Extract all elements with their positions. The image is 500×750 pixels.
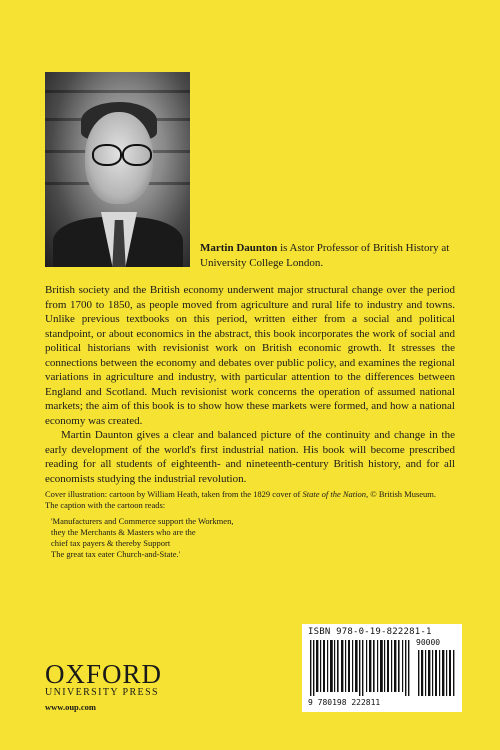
barcode-bars	[308, 640, 456, 696]
cover-illustration-credit	[45, 489, 465, 500]
publisher-url: www.oup.com	[45, 702, 97, 712]
blurb-paragraph-2: Martin Daunton gives a clear and balanced picture of the continuity and change in the early development of the world's first industrial nation. His book will become prescribed reading for all students of eighteenth- and nineteenth-century British history, and for all economists studying the industrial revolution.	[45, 429, 455, 485]
caption-intro: The caption with the cartoon reads:	[45, 500, 166, 510]
author-photo	[45, 72, 190, 267]
barcode-label	[302, 624, 462, 712]
glasses-right-lens	[122, 144, 152, 166]
cover-credit-suffix: , © British Museum.	[366, 489, 437, 499]
publisher-logo	[45, 660, 165, 698]
price-addon: 90000	[416, 638, 441, 647]
glasses-left-lens	[92, 144, 122, 166]
publisher-subtitle: UNIVERSITY PRESS	[45, 687, 159, 698]
ean-digits: 9 780198 222811	[308, 698, 381, 707]
cover-credit-prefix: Cover illustration: cartoon by William Heath, taken from the 1829 cover of	[45, 489, 303, 499]
blurb-paragraph-1: British society and the British economy underwent major structural change over the period from 1700 to 1850, as people moved from agriculture and rural life to industry and towns. Unlike previous textbooks on this period, written either from a social and political standpoint, or about economics in the abstract, this book incorporates the work of social and political historians with revisionist work on British economic growth. It stresses the connections between the economy and debates over public policy, and examines the regional variations in agriculture and industry, with particular attention to the differences between England and Scotland. Much revisionist work concerns the operation of assumed national markets; the aim of this book is to show how these markets were formed, and how a national economy was created.	[45, 284, 455, 427]
cover-credit	[45, 489, 465, 511]
bookshelf-line	[45, 90, 190, 93]
author-name: Martin Daunton	[200, 242, 278, 254]
book-blurb	[45, 283, 455, 486]
publisher-name: OXFORD	[45, 659, 163, 689]
cartoon-caption-quote: 'Manufacturers and Commerce support the Workmen, they the Merchants & Masters who are the chief tax payers & thereby Support The great tax eater Church-and-State.'	[51, 516, 234, 559]
author-bio-text: is Astor Professor of British History at University College London.	[200, 242, 450, 269]
isbn-number: ISBN 978-0-19-822281-1	[308, 627, 432, 637]
cover-credit-title: State of the Nation	[302, 489, 367, 499]
author-bio	[200, 241, 470, 271]
